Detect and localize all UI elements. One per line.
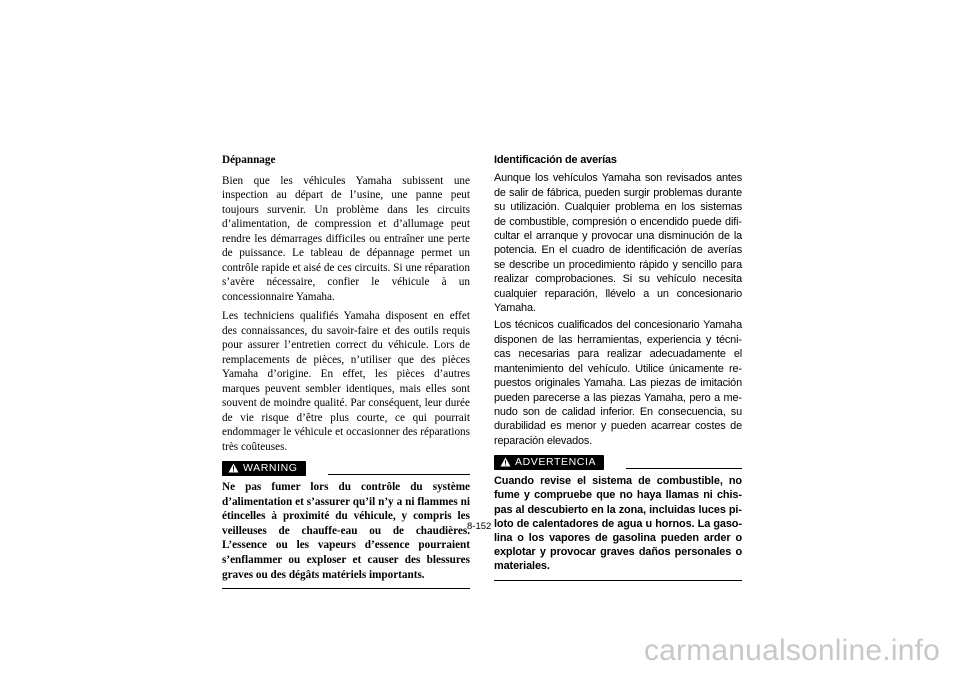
watermark: carmanualsonline.info: [643, 634, 940, 667]
spanish-heading: Identificación de averías: [494, 154, 617, 166]
french-heading: Dépannage: [222, 154, 276, 166]
spanish-warning-text: Cuando revise el sistema de combustible, no fume y compruebe que no haya llamas ni chispas al descubierto en la zona, incluidas luces piloto de calentadores de agua u hornos. La gasolina o los vapores de gasolina pueden arder o explotar y provocar graves daños personales o materiales.: [494, 474, 742, 580]
warning-triangle-icon: [500, 457, 511, 467]
french-warning-badge: [222, 461, 306, 476]
spanish-paragraph-1: Aunque los vehículos Yamaha son revisados antes de salir de fábrica, pueden surgir problemas durante su utilización. Cualquier problema en los sistemas de combustible, compresión o encendido puede dificultar el arranque y provocar una disminución de la potencia. En el cuadro de identificación de averías se describe un procedimiento rápido y sencillo para realizar comprobaciones. Si su vehículo necesita cualquier reparación, llévelo a un concesionario Yamaha.: [494, 172, 742, 315]
page-number: 8-152: [467, 521, 492, 532]
spanish-warning-header: [494, 454, 742, 470]
spanish-warning-badge: [494, 455, 604, 470]
french-paragraph-1: Bien que les véhicules Yamaha subissent une inspection au départ de l’usine, une panne peut toujours survenir. Un problème dans les circuits d’alimentation, de compression et d’allumage peut rendre les démarrages difficiles ou entraîner une perte de puissance. Le tableau de dépannage permet un contrôle rapide et aisé de ces circuits. Si une réparation s’avère nécessaire, confier le véhicule à un concessionnaire Yamaha.: [222, 174, 470, 303]
spanish-warning-box: [494, 454, 742, 580]
spanish-column: [494, 153, 742, 581]
french-warning-label: WARNING: [243, 461, 298, 474]
spanish-warning-rule: [626, 468, 742, 469]
french-paragraph-2: Les techniciens qualifiés Yamaha disposent en effet des connaissances, du savoir-faire et des outils requis pour assurer l’entretien correct du véhicule. Lors de remplacements de pièces, n’utiliser que des pièces Yamaha d’origine. En effet, les pièces d’autres marques peuvent sembler identiques, mais elles sont souvent de moindre qualité. Par conséquent, leur durée de vie risque d’être plus courte, ce qui pourrait endommager le véhicule et occasionner des réparations très coûteuses.: [222, 310, 470, 453]
french-warning-box: [222, 460, 470, 589]
spanish-paragraph-2: Los técnicos cualificados del concesionario Yamaha disponen de las herramientas, experiencia y técnicas necesarias para realizar adecuadamente el mantenimiento del vehículo. Utilice únicamente repuestos originales Yamaha. Las piezas de imitación pueden parecerse a las piezas Yamaha, pero a menudo son de calidad inferior. En consecuencia, su durabilidad es menor y pueden acarrear costes de reparación elevados.: [494, 319, 742, 447]
warning-triangle-icon: [228, 463, 239, 473]
spanish-warning-label: ADVERTENCIA: [515, 455, 597, 468]
french-warning-text: Ne pas fumer lors du contrôle du système d’alimentation et s’assurer qu’il n’y a ni flammes ni étincelles à proximité du véhicule, y compris les veilleuses de chauffe-eau ou de chaudières. L’essence ou les vapeurs d’essence pourraient s’enflammer ou exploser et causer des blessures graves ou des dégâts matériels importants.: [222, 480, 470, 589]
french-warning-header: [222, 460, 470, 476]
french-column: [222, 153, 470, 589]
french-warning-rule: [328, 474, 470, 475]
